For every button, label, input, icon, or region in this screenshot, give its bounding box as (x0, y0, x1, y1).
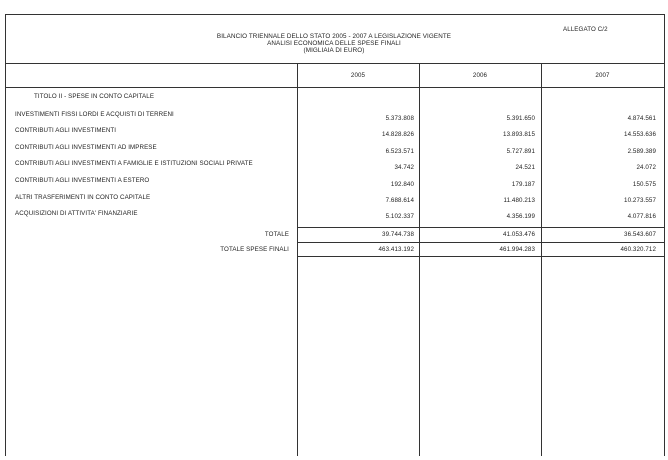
totale-2005: 39.744.738 (382, 231, 414, 238)
value-2007: 4.077.816 (627, 213, 656, 220)
row-label: CONTRIBUTI AGLI INVESTIMENTI (15, 127, 117, 134)
value-2007: 24.072 (636, 164, 656, 171)
value-2005: 5.373.808 (385, 115, 414, 122)
columns-bottom-line (5, 87, 664, 88)
row-label: CONTRIBUTI AGLI INVESTIMENTI A FAMIGLIE E ISTITUZIONI SOCIALI PRIVATE (15, 160, 253, 167)
totale-label: TOTALE (264, 231, 289, 238)
value-2006: 13.893.815 (503, 131, 535, 138)
value-2006: 5.727.891 (506, 148, 535, 155)
row-label: CONTRIBUTI AGLI INVESTIMENTI AD IMPRESE (15, 144, 157, 151)
value-2005: 6.523.571 (385, 148, 414, 155)
value-2005: 14.828.826 (382, 131, 414, 138)
value-2006: 4.356.199 (506, 213, 535, 220)
document-title-line1: BILANCIO TRIENNALE DELLO STATO 2005 - 2007 A LEGISLAZIONE VIGENTE (216, 33, 452, 40)
value-2006: 24.521 (515, 164, 535, 171)
value-2007: 4.874.561 (627, 115, 656, 122)
totale-2007: 36.543.607 (624, 231, 656, 238)
value-2005: 192.840 (390, 181, 414, 188)
totale-spese-finali-2007: 460.320.712 (620, 246, 656, 253)
totale-top-line (297, 227, 664, 228)
row-label: INVESTIMENTI FISSI LORDI E ACQUISTI DI TERRENI (15, 111, 174, 118)
header-bottom-line (5, 63, 664, 64)
column-header-2007: 2007 (595, 72, 610, 79)
value-2005: 5.102.337 (385, 213, 414, 220)
value-2005: 34.742 (394, 164, 414, 171)
frame-right-line (664, 14, 665, 456)
value-2007: 2.589.389 (627, 148, 656, 155)
totale-spese-top-line (297, 242, 664, 243)
column-header-2005: 2005 (350, 72, 366, 79)
value-2006: 5.391.650 (506, 115, 535, 122)
row-label: CONTRIBUTI AGLI INVESTIMENTI A ESTERO (15, 177, 150, 184)
row-label: ALTRI TRASFERIMENTI IN CONTO CAPITALE (15, 194, 151, 201)
value-2006: 179.187 (511, 181, 535, 188)
section-title: TITOLO II - SPESE IN CONTO CAPITALE (34, 93, 155, 100)
column-header-2006: 2006 (472, 72, 488, 79)
frame-top-line (5, 14, 664, 15)
totale-spese-finali-2006: 461.994.283 (499, 246, 535, 253)
value-2006: 11.480.213 (503, 197, 535, 204)
document-title-line2: ANALISI ECONOMICA DELLE SPESE FINALI (267, 40, 401, 47)
totale-2006: 41.053.476 (503, 231, 535, 238)
document-title-line3: (MIGLIAIA DI EURO) (303, 47, 365, 54)
totale-spese-finali-2005: 463.413.192 (378, 246, 414, 253)
row-label: ACQUISIZIONI DI ATTIVITA' FINANZIARIE (15, 210, 138, 217)
totale-spese-finali-label: TOTALE SPESE FINALI (220, 246, 289, 253)
value-2005: 7.688.614 (385, 197, 414, 204)
value-2007: 10.273.557 (624, 197, 656, 204)
totale-spese-bottom-line (297, 256, 664, 257)
value-2007: 14.553.636 (624, 131, 656, 138)
value-2007: 150.575 (632, 181, 656, 188)
allegato-label: ALLEGATO C/2 (563, 26, 608, 33)
